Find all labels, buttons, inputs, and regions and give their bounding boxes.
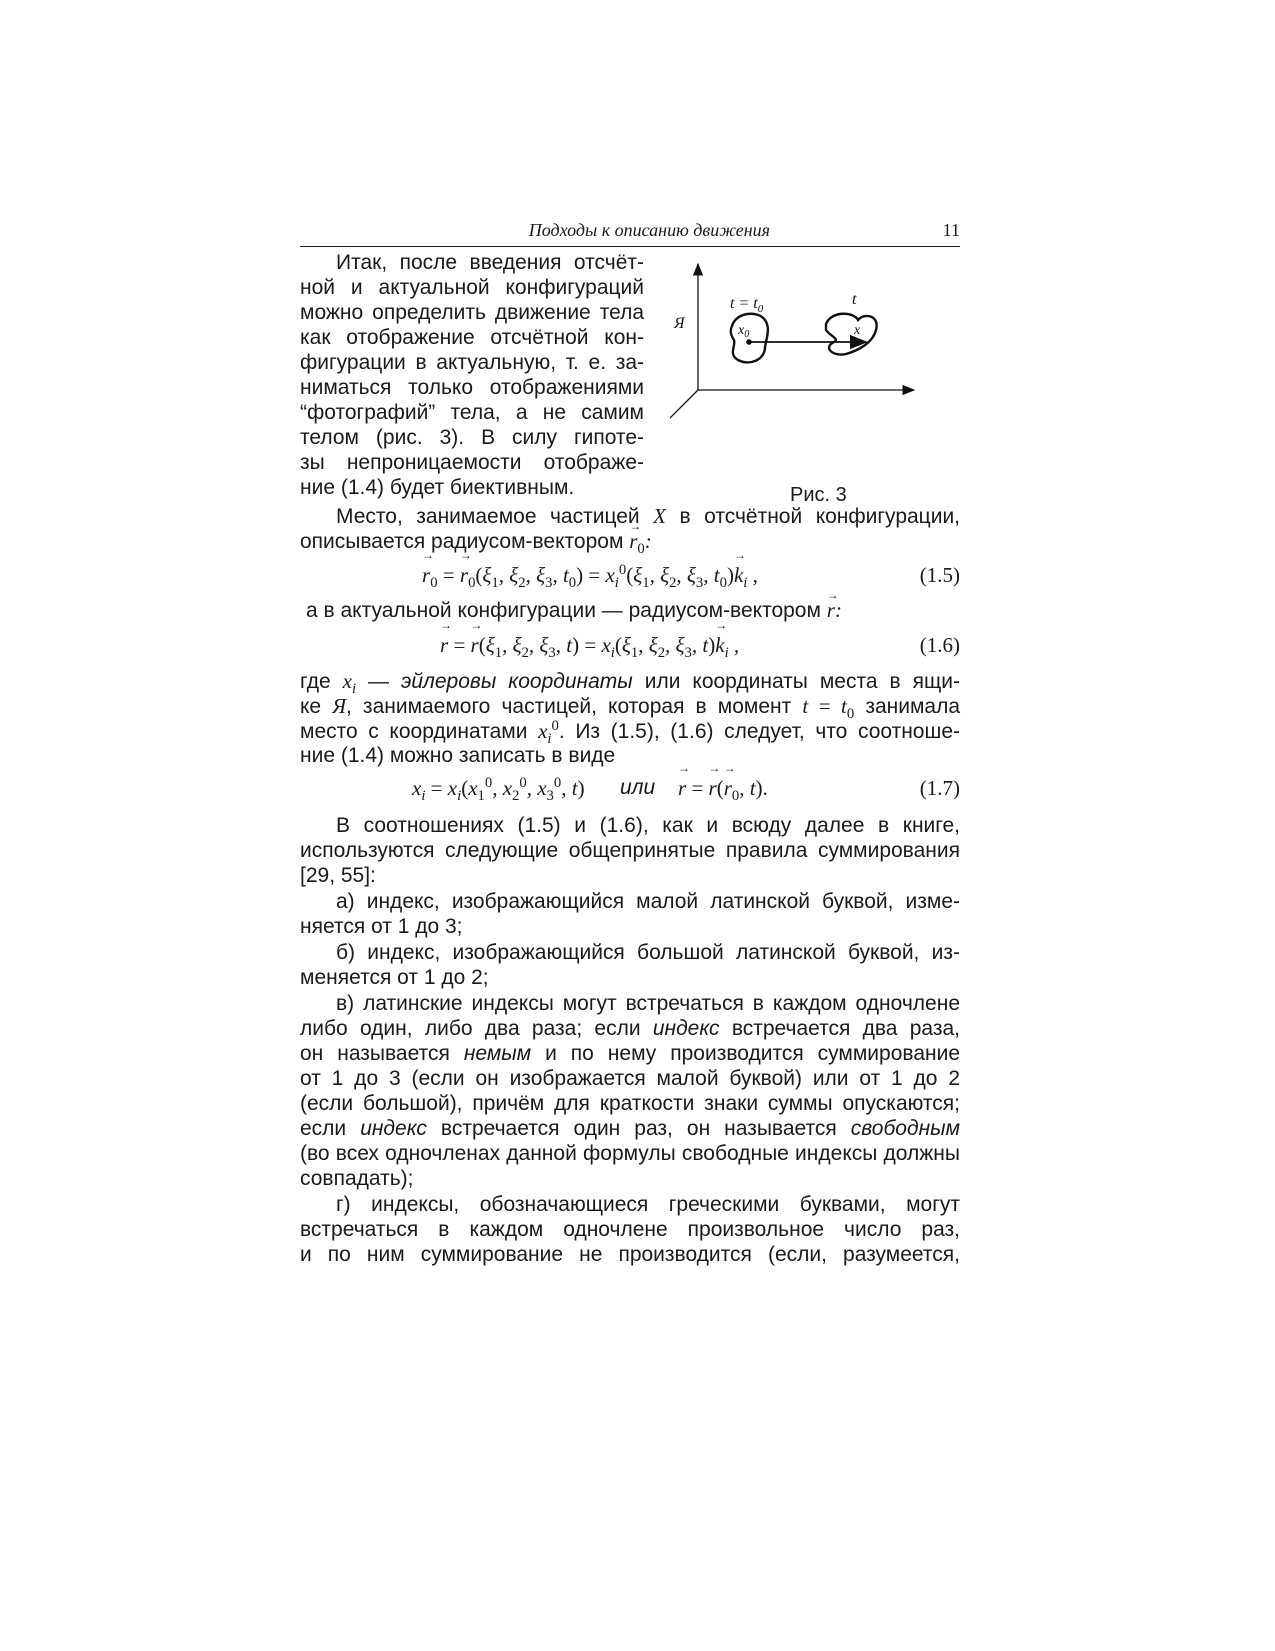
label-t0-sub: 0 <box>757 303 764 315</box>
text-line: зы непроницаемости отображе- <box>300 451 644 474</box>
body-current-outline <box>826 314 877 355</box>
or-word: или <box>620 776 656 799</box>
text-span: если <box>300 1117 347 1140</box>
figure-caption: Рис. 3 <box>790 484 847 506</box>
text-span: — <box>368 670 390 693</box>
label-t-equals-t0: t = t <box>730 295 758 312</box>
text-span: . Из (1.5), (1.6) следует, что соотноше- <box>558 720 961 743</box>
text-line: как отображение отсчётной кон- <box>300 326 644 349</box>
term-index: индекс <box>360 1117 427 1140</box>
equation-number: (1.5) <box>919 563 960 587</box>
text-line <box>306 597 966 624</box>
equation-number: (1.7) <box>919 776 960 800</box>
equation-1-5-formula: → $r_0$ = → $r_0(\xi_1$, $\xi_2$, $\xi_3$, $t_0) = x_i^0(\xi_1$, $\xi_2$, $\xi_3$, $t_0)\to k_i$ , <box>422 563 758 588</box>
math-ya: Я <box>332 694 347 718</box>
label-x: x <box>854 323 861 338</box>
text-line: ной и актуальной конфигураций <box>300 276 644 299</box>
book-page <box>300 0 960 1651</box>
label-x0-sub: 0 <box>744 329 750 340</box>
equation-1-5 <box>300 563 960 593</box>
text-line: место с координатами $x_i^0$. Из (1.5), (1.6) следует, что соотноше- <box>300 718 961 748</box>
text-span: Место, занимаемое частицей <box>336 505 640 528</box>
text-line <box>300 1016 960 1042</box>
text-span: занимала <box>865 695 960 718</box>
running-header-title: Подходы к описанию движения <box>528 220 770 240</box>
text-line: [29, 55]: <box>300 864 376 887</box>
axis-label-ya: Я <box>674 315 685 332</box>
depth-axis <box>670 390 698 440</box>
equation-1-7-formula: $x_i = x_i(x_1^0$, $x_2^0$, $x_3^0$, t) <box>412 775 585 805</box>
text-line: В соотношениях (1.5) и (1.6), как и всюду далее в книге, <box>336 814 960 837</box>
text-span: он называется <box>300 1042 450 1065</box>
text-line <box>300 1041 960 1067</box>
equation-1-7-vector-form: → r = → $r(\to r_0$, t). <box>678 776 768 801</box>
text-span: ке <box>300 695 322 718</box>
equation-number: (1.6) <box>919 633 960 657</box>
text-line: г) индексы, обозначающиеся греческими буквами, могут <box>336 1193 960 1216</box>
text-line: няется от 1 до 3; <box>300 915 463 938</box>
svg-text:t = t0 <box>730 295 764 315</box>
text-span: или координаты места в ящи- <box>644 670 961 693</box>
text-span: и по нему производится суммирование <box>545 1042 960 1065</box>
math-r0: → $r_0$: <box>629 529 652 553</box>
body-initial-outline <box>731 314 768 363</box>
term-free: свободным <box>850 1117 960 1140</box>
text-span: описывается радиусом-вектором <box>300 530 624 553</box>
text-span: в отсчётной конфигурации, <box>679 505 961 528</box>
text-line: телом (рис. 3). В силу гипоте- <box>300 426 644 449</box>
text-span: встречается два раза, <box>731 1017 960 1040</box>
text-span: , занимаемого частицей, которая в момент <box>346 695 792 718</box>
text-line <box>300 1116 960 1142</box>
term-euler-coordinates: эйлеровы координаты <box>401 670 633 693</box>
text-line: а) индекс, изображающийся малой латинской буквой, изме- <box>336 890 960 913</box>
text-line: где $x_i$ — эйлеровы координаты или координаты места в ящи- <box>300 669 961 698</box>
text-line: используются следующие общепринятые правила суммирования <box>300 839 960 862</box>
text-line: и по ним суммирование не производится (если, разумеется, <box>300 1243 960 1266</box>
text-span: а в актуальной конфигурации — радиусом-вектором <box>306 599 821 622</box>
text-line: можно определить движение тела <box>300 301 644 324</box>
text-span: место с координатами <box>300 720 528 743</box>
text-span: встречается один раз, он называется <box>440 1117 837 1140</box>
equation-1-6 <box>300 633 960 663</box>
text-line: фигурации в актуальную, т. е. за- <box>300 351 644 374</box>
text-span: либо один, либо два раза; если <box>300 1017 641 1040</box>
text-span: где <box>300 670 331 693</box>
text-line: ке Я, занимаемого частицей, которая в момент $t = t_0$ занимала <box>300 694 960 723</box>
text-line: б) индекс, изображающийся большой латинской буквой, из- <box>336 941 960 964</box>
text-line: (во всех одночленах данной формулы свободные индексы должны <box>300 1142 960 1165</box>
text-line: (если большой), причём для краткости знаки суммы опускаются; <box>300 1092 960 1115</box>
page-number: 11 <box>942 220 960 240</box>
text-line: в) латинские индексы могут встречаться в каждом одночлене <box>336 992 960 1015</box>
text-line: ниматься только отображениями <box>300 376 644 399</box>
label-t: t <box>852 291 857 308</box>
math-var-X: X <box>653 504 666 528</box>
text-line: встречаться в каждом одночлене произвольное число раз, <box>300 1218 960 1241</box>
svg-text:x0 <box>737 323 749 340</box>
text-line: совпадать); <box>300 1167 414 1190</box>
text-line: меняется от 1 до 2; <box>300 966 489 989</box>
label-x0: x <box>738 323 745 338</box>
text-line <box>300 528 960 558</box>
term-index: индекс <box>652 1017 720 1040</box>
text-line: ние (1.4) можно записать в виде <box>300 744 616 767</box>
text-line: “фотографий” тела, а не самим <box>300 401 644 424</box>
running-header <box>300 218 960 247</box>
equation-1-6-formula: → r = → $r(\xi_1$, $\xi_2$, $\xi_3$, $t) = x_i(\xi_1$, $\xi_2$, $\xi_3$, $t)\to k_i$ , <box>440 633 739 658</box>
figure-3 <box>670 262 960 506</box>
text-line: Итак, после введения отсчёт- <box>336 251 644 274</box>
term-dummy: немым <box>463 1042 532 1065</box>
math-r: → r: <box>827 598 842 622</box>
equation-1-7 <box>300 776 960 806</box>
figure-3-diagram <box>670 262 960 502</box>
text-line: от 1 до 3 (если он изображается малой буквой) или от 1 до 2 <box>300 1067 960 1090</box>
text-line: ние (1.4) будет биективным. <box>300 476 575 499</box>
